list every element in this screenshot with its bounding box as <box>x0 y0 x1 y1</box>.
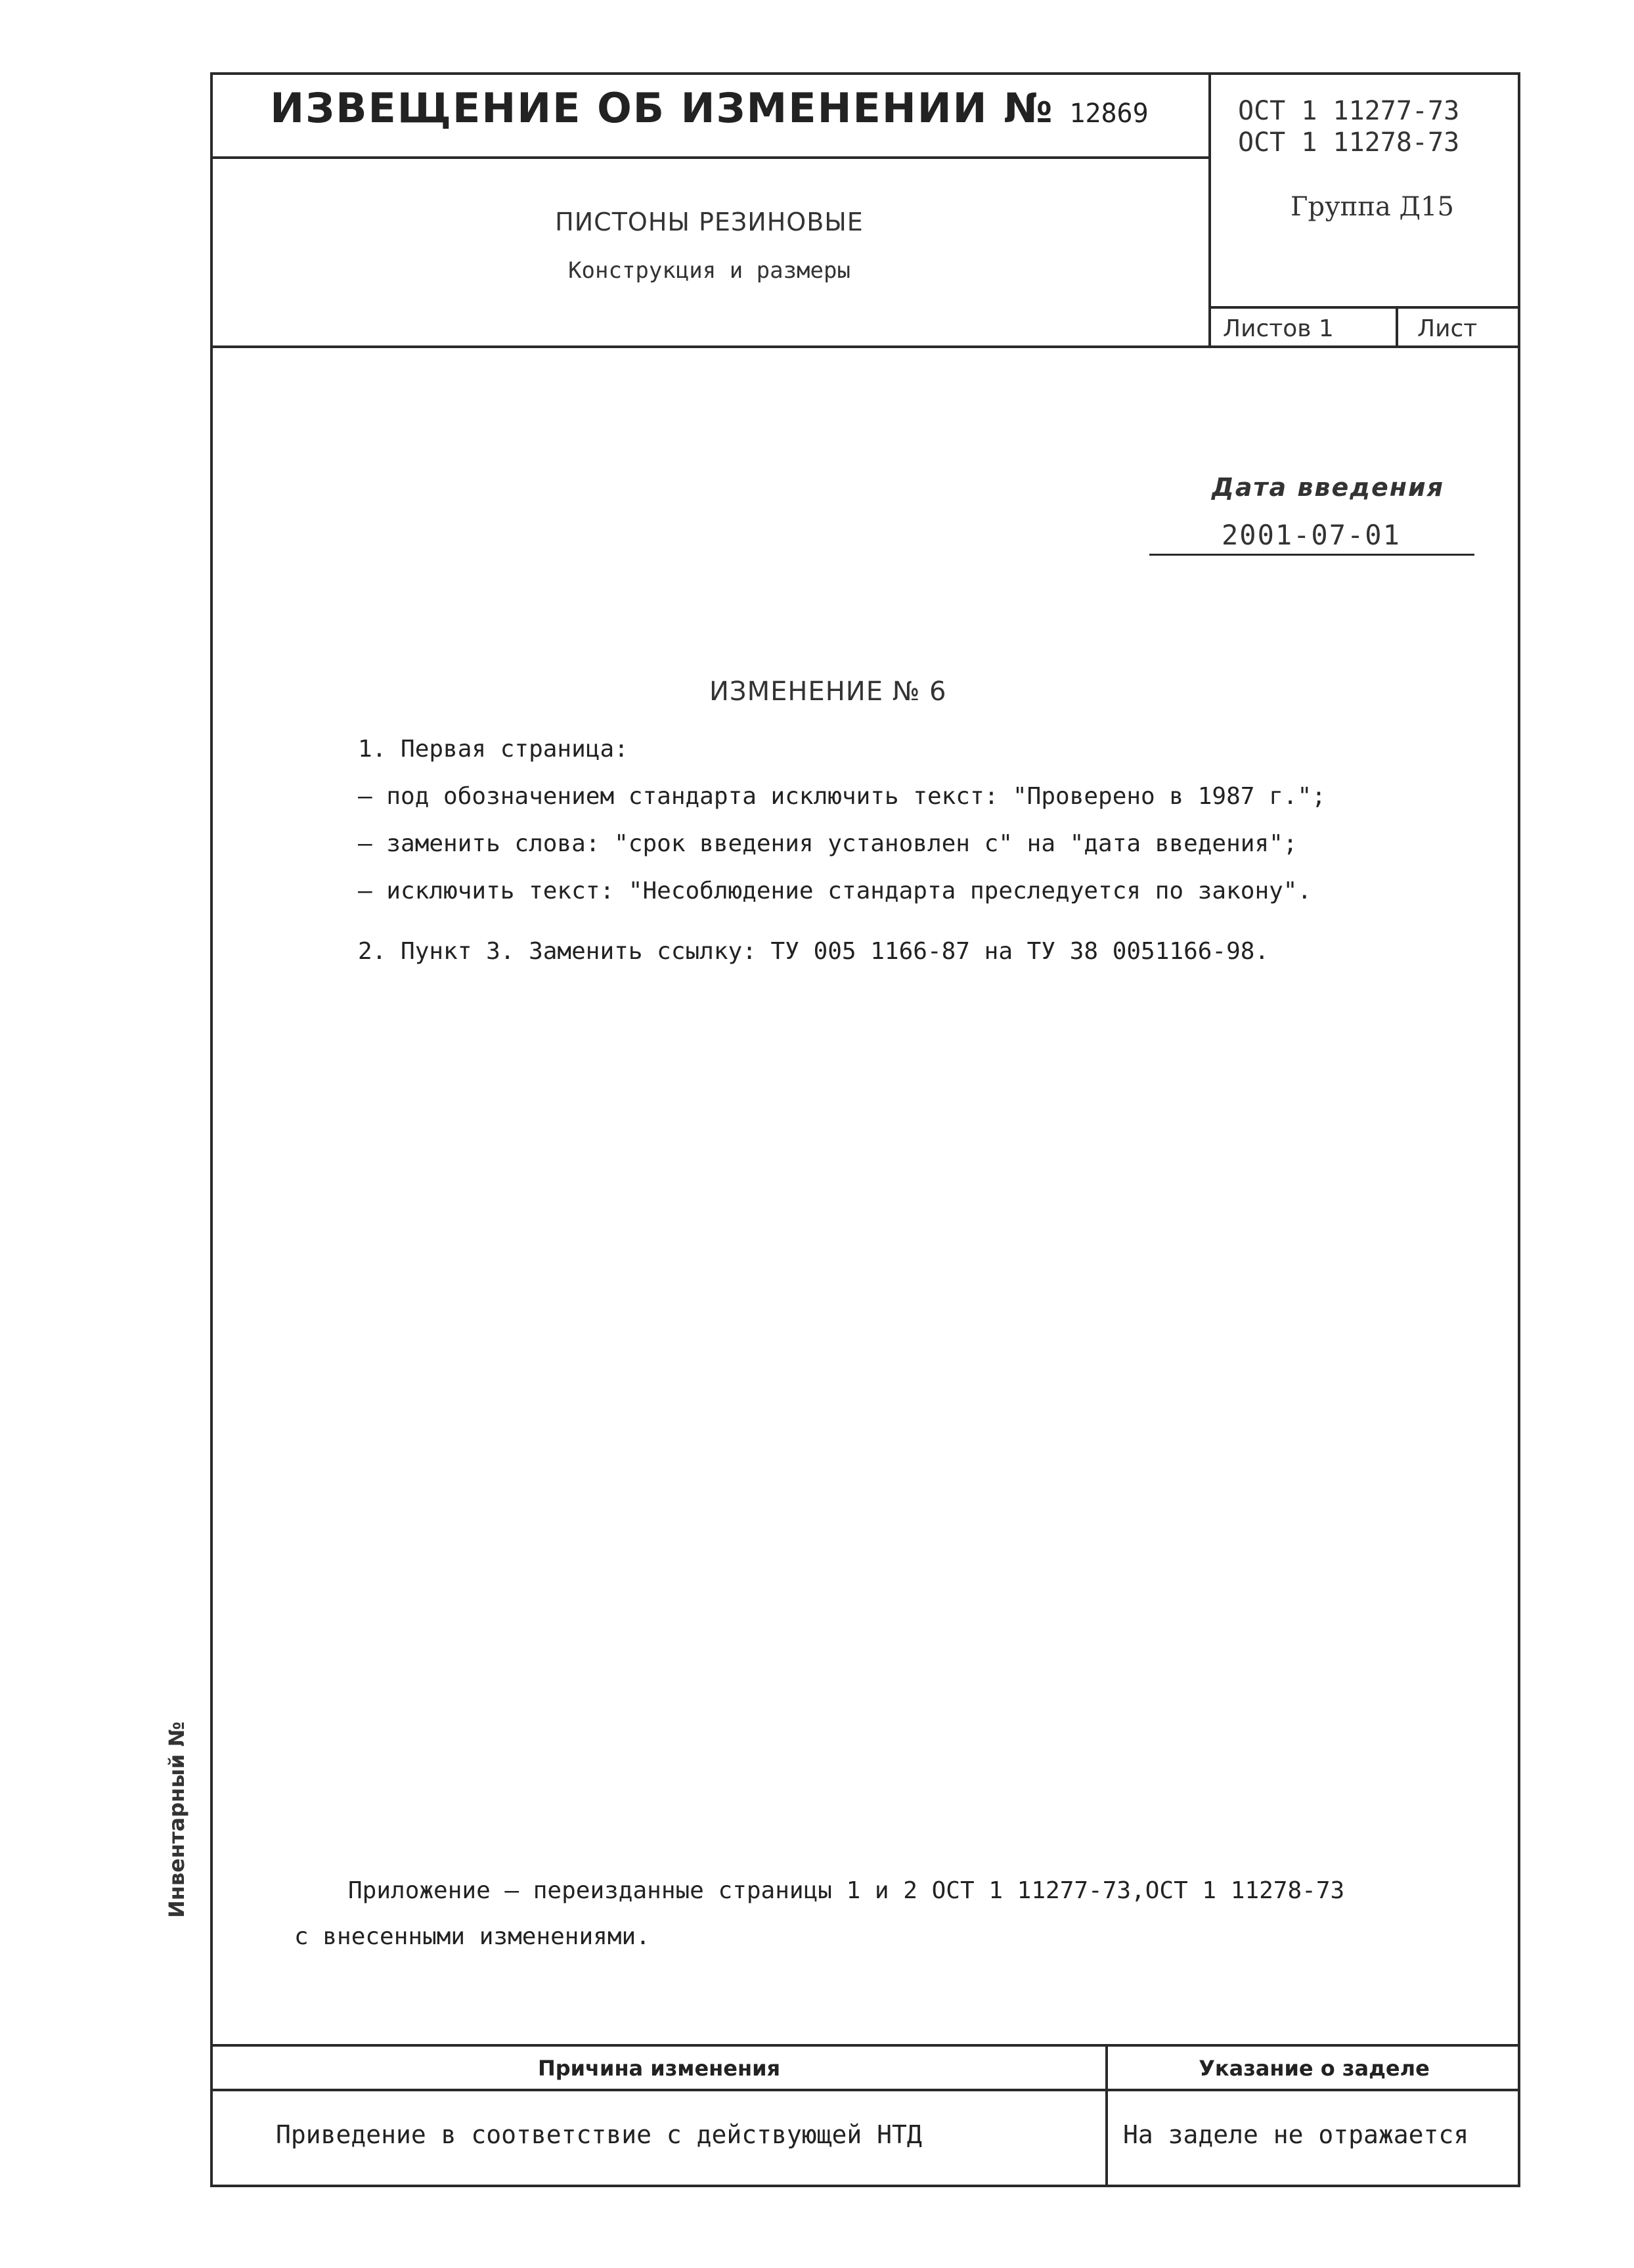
change-line-2: – под обозначением стандарта исключить текст: "Проверено в 1987 г."; <box>358 783 1326 810</box>
appendix-line-1: Приложение – переизданные страницы 1 и 2 ОСТ 1 11277-73,ОСТ 1 11278-73 <box>348 1877 1345 1904</box>
appendix-line-2: с внесенными изменениями. <box>294 1923 650 1950</box>
footer-header-line <box>210 2089 1520 2091</box>
inventory-number-label: Инвентарный № <box>164 1721 189 1918</box>
change-line-4: – исключить текст: "Несоблюдение стандарта преследуется по закону". <box>358 878 1312 904</box>
document-frame <box>210 72 1520 2187</box>
intro-date-label: Дата введения <box>1212 473 1444 502</box>
change-line-1: 1. Первая страница: <box>358 736 629 763</box>
group-code: Группа Д15 <box>1291 192 1454 222</box>
intro-date-underline <box>1149 554 1474 556</box>
notice-title <box>217 84 1202 132</box>
reason-header: Причина изменения <box>537 2056 781 2081</box>
sheet-label: Лист <box>1417 315 1478 342</box>
intro-date-value: 2001-07-01 <box>1222 519 1401 551</box>
header-divider <box>210 156 1210 159</box>
change-title: ИЗМЕНЕНИЕ № 6 <box>709 677 947 707</box>
sheets-top-line <box>1208 306 1520 309</box>
standard-code-2: ОСТ 1 11278-73 <box>1238 127 1460 158</box>
standard-code-1: ОСТ 1 11277-73 <box>1238 96 1460 126</box>
change-line-3: – заменить слова: "срок введения установлен с" на "дата введения"; <box>358 830 1298 857</box>
notice-number: 12869 <box>1069 99 1149 129</box>
header-bottom-line <box>210 345 1520 348</box>
notice-title-text: ИЗВЕЩЕНИЕ ОБ ИЗМЕНЕНИИ № <box>270 84 1054 132</box>
reserve-header: Указание о заделе <box>1199 2056 1430 2081</box>
change-line-5: 2. Пункт 3. Заменить ссылку: ТУ 005 1166-87 на ТУ 38 0051166-98. <box>358 938 1270 965</box>
sheets-count: Листов 1 <box>1223 315 1334 342</box>
product-subtitle: Конструкция и размеры <box>568 257 850 284</box>
footer-top-line <box>210 2044 1520 2047</box>
sheets-divider <box>1396 306 1398 348</box>
product-title: ПИСТОНЫ РЕЗИНОВЫЕ <box>555 208 864 236</box>
reserve-value: На заделе не отражается <box>1123 2120 1469 2149</box>
reason-value: Приведение в соответствие с действующей НТД <box>276 2120 922 2149</box>
